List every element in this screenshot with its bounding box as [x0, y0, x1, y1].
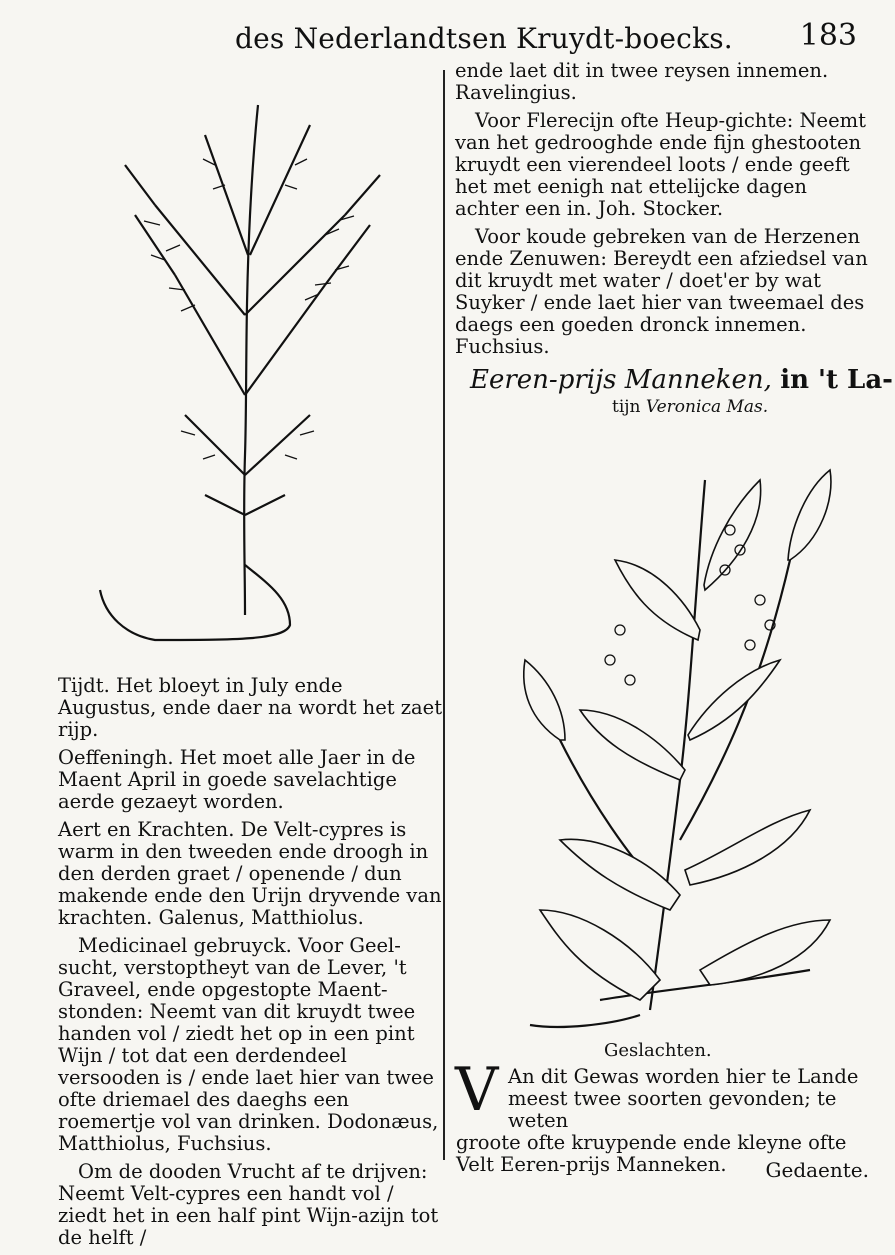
paragraph-aert-krachten: Aert en Krachten. De Velt-cypres is warm in den tweeden ende droogh in den derden graet / openende / dun makende ende den Urijn dryvende van krachten. Galenus, Matthiolus.	[58, 818, 442, 929]
paragraph-flerecijn: Voor Flerecijn ofte Heup-gichte: Neemt van het gedrooghde ende fijn ghestooten kruydt een vierendeel loots / ende geeft het met eenigh nat ettelijcke dagen achter een in. Joh. Stocker.	[455, 109, 866, 220]
paragraph-medicinael: Medicinael gebruyck. Voor Geel-sucht, verstoptheyt van de Lever, 't Graveel, ende opgestopte Maent-stonden: Neemt van dit kruydt twee handen vol / ziedt het op in een pint Wijn / tot dat een derdendeel versooden is / ende laet hier van twee ofte driemael des daeghs een roemertje vol van drinken. Dodonæus, Matthiolus, Fuchsius.	[58, 934, 439, 1155]
section-title-suffix: in 't La-	[780, 365, 893, 395]
section-subtitle	[612, 397, 768, 417]
paragraph-ravelingius: ende laet dit in twee reysen innemen. Ravelingius.	[455, 59, 829, 104]
geslachten-line-2: meest twee soorten gevonden; te weten	[508, 1087, 837, 1132]
paragraph-tijdt: Tijdt. Het bloeyt in July ende Augustus, ende daer na wordt het zaet rijp.	[58, 674, 443, 741]
page-number: 183	[799, 18, 857, 53]
drop-cap: V	[455, 1055, 499, 1125]
section-title	[470, 365, 893, 395]
eeren-prijs-illustration	[520, 440, 840, 1030]
right-column-text	[455, 60, 875, 364]
left-column-text	[58, 675, 443, 1255]
column-divider	[443, 70, 445, 1160]
illustration-caption: Geslachten.	[604, 1040, 712, 1061]
latin-name: Veronica Mas.	[645, 397, 769, 417]
section-title-name: Eeren-prijs Manneken,	[470, 365, 772, 395]
geslachten-line-1: An dit Gewas worden hier te Lande	[508, 1065, 859, 1088]
paragraph-oeffeningh: Oeffeningh. Het moet alle Jaer in de Maent April in goede savelachtige aerde gezaeyt worden.	[58, 746, 416, 813]
subtitle-prefix: tijn	[612, 397, 641, 417]
catchword: Gedaente.	[765, 1158, 869, 1182]
geslachten-line-rest: groote ofte kruypende ende kleyne ofte Velt Eeren-prijs Manneken.	[456, 1131, 847, 1176]
running-title: des Nederlandtsen Kruydt-boecks.	[235, 22, 733, 55]
paragraph-herzenen: Voor koude gebreken van de Herzenen ende Zenuwen: Bereydt een afziedsel van dit kruydt met water / doet'er by wat Suyker / ende laet hier van tweemael des daegs een goeden dronck innemen. Fuchsius.	[455, 225, 868, 358]
velt-cypres-illustration	[95, 95, 395, 655]
paragraph-vrucht: Om de dooden Vrucht af te drijven: Neemt Velt-cypres een handt vol / ziedt het in een half pint Wijn-azijn tot de helft /	[58, 1160, 439, 1249]
